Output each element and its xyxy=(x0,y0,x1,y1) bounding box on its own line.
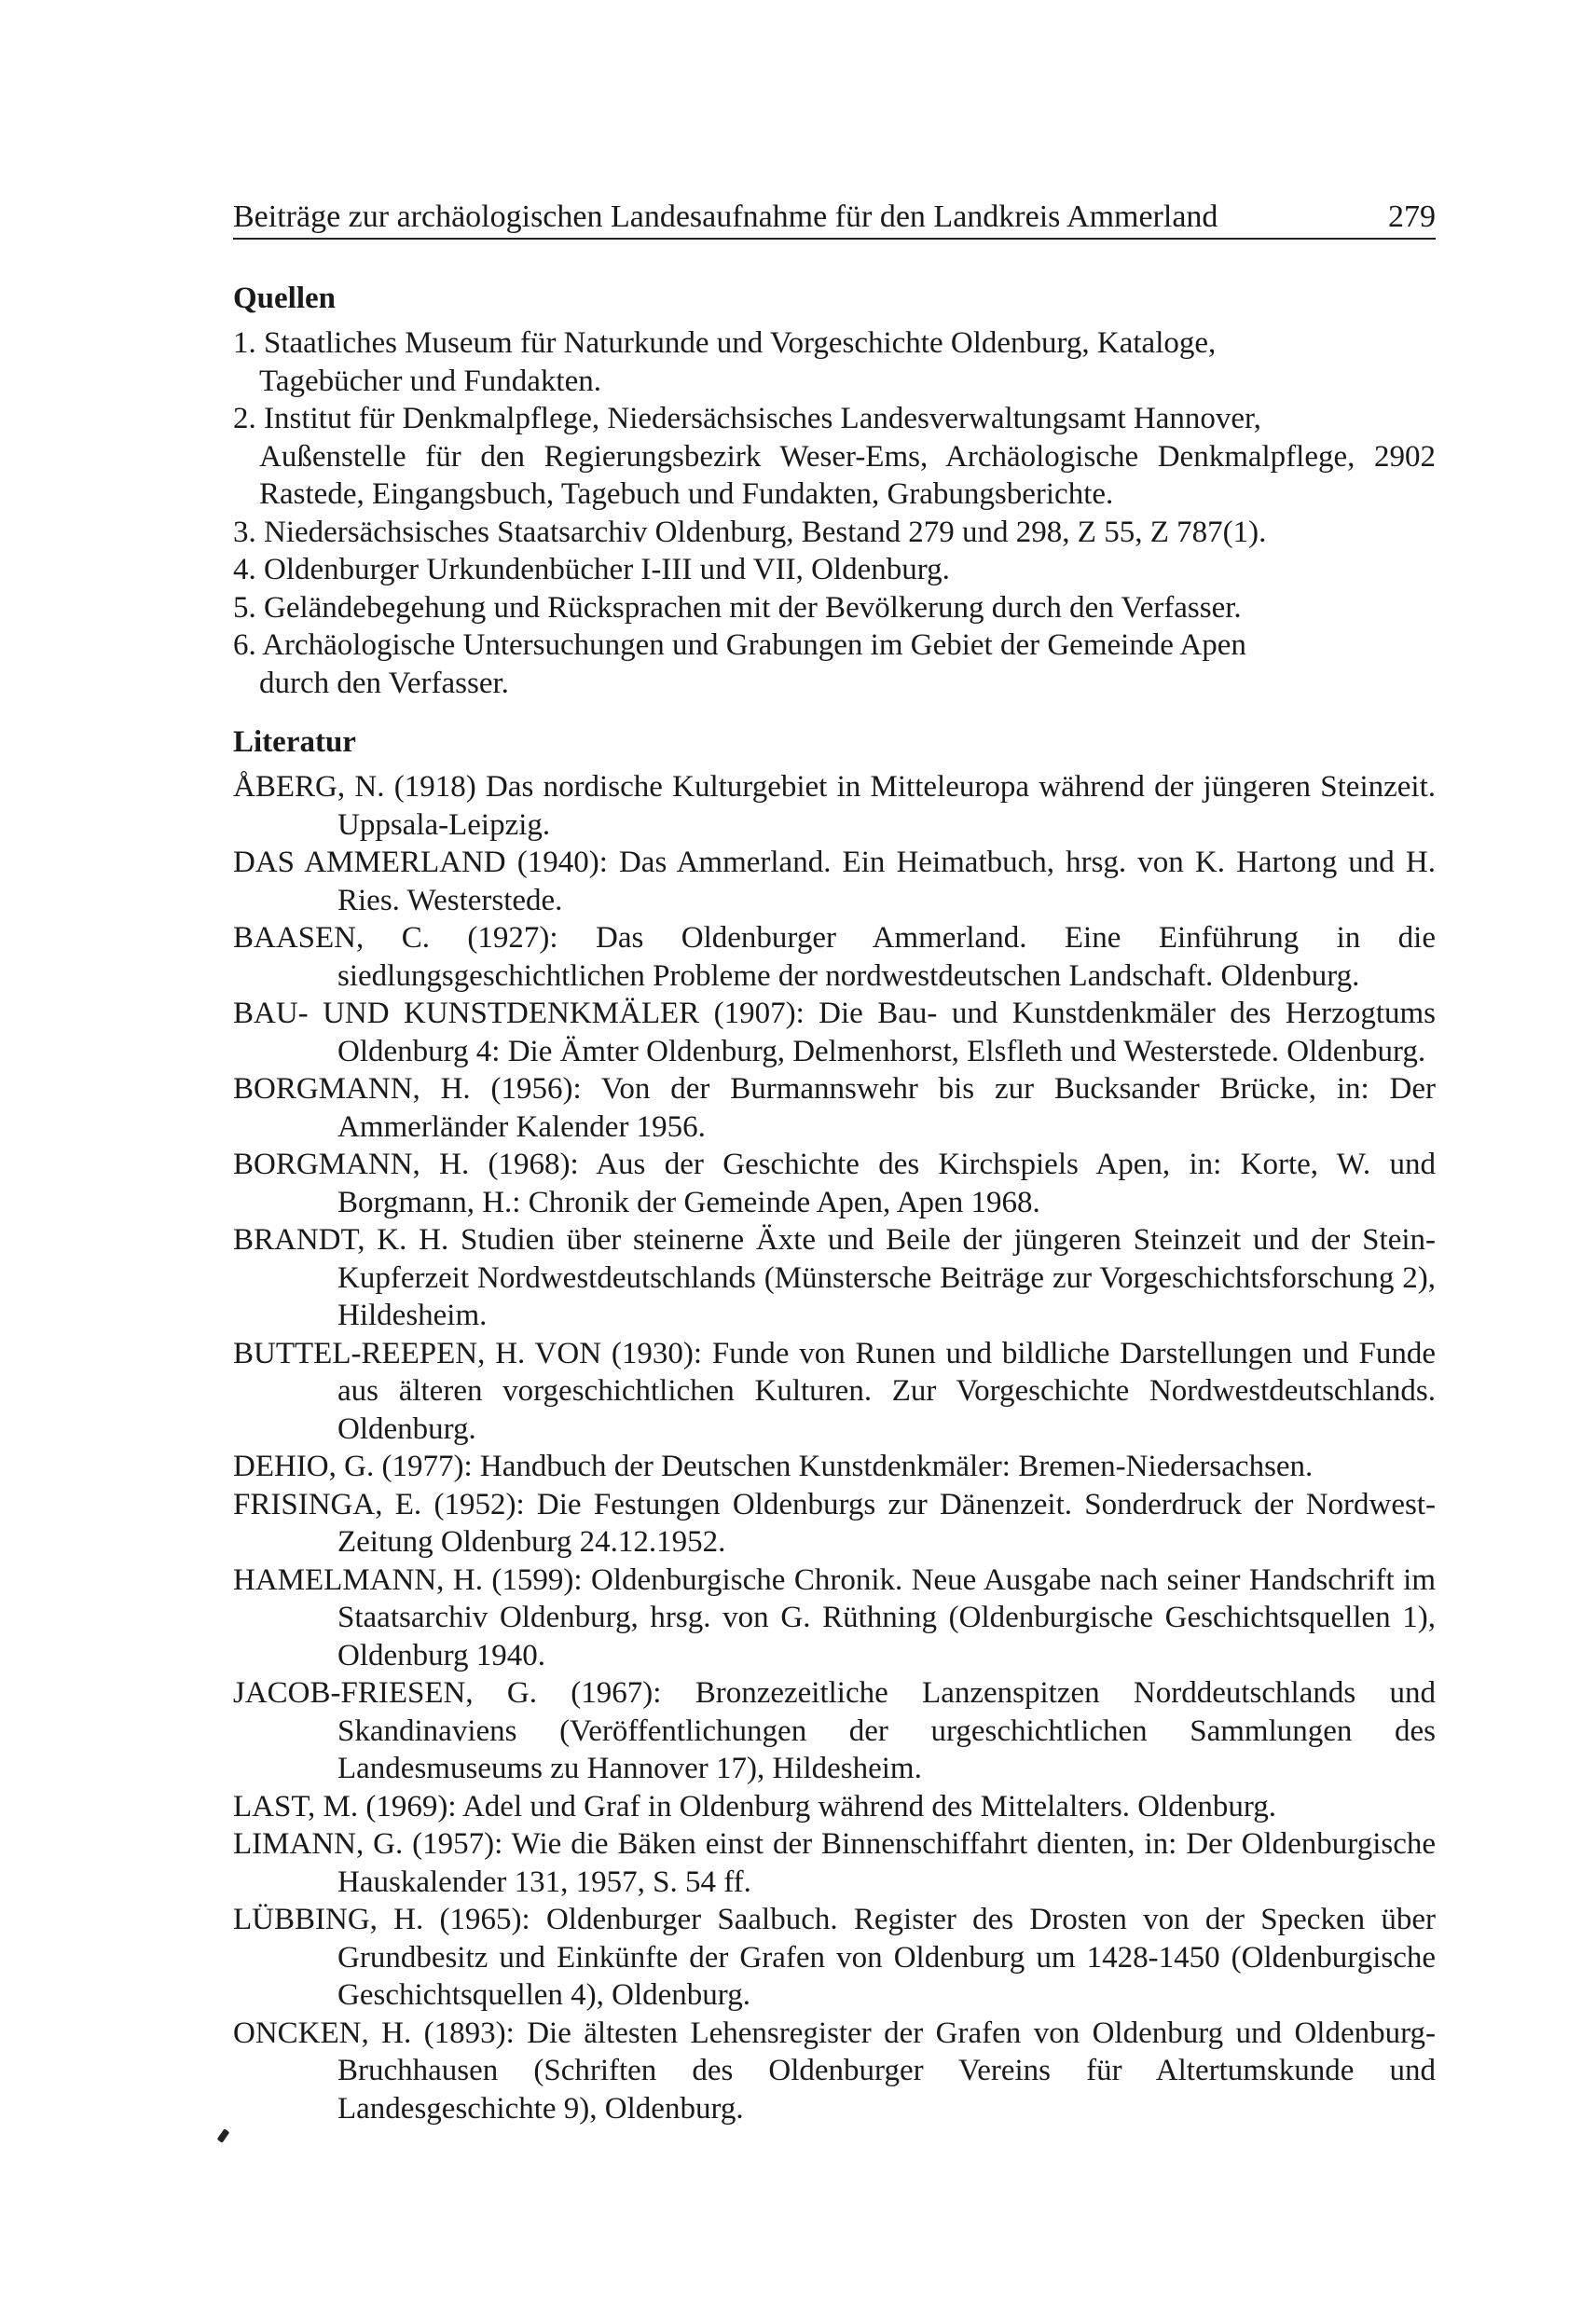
source-text-first: Institut für Denkmalpflege, Niedersächsisches Landesverwaltungsamt Hannover, xyxy=(264,402,1261,435)
source-text-rest: durch den Verfasser. xyxy=(259,666,509,700)
source-item xyxy=(233,626,1436,702)
literature-entry: LAST, M. (1969): Adel und Graf in Oldenburg während des Mittelalters. Oldenburg. xyxy=(233,1789,1277,1823)
source-item xyxy=(233,324,1436,400)
literature-entry: BAASEN, C. (1927): Das Oldenburger Ammerland. Eine Einführung in die siedlungsgeschichtlichen Probleme der nordwestdeutschen Landschaft. Oldenburg. xyxy=(233,921,1436,993)
source-item xyxy=(233,551,1436,589)
source-item xyxy=(233,589,1436,627)
literature-entry: BORGMANN, H. (1968): Aus der Geschichte des Kirchspiels Apen, in: Korte, W. und Borgmann, H.: Chronik der Gemeinde Apen, Apen 1968. xyxy=(233,1148,1436,1219)
running-head xyxy=(233,193,1436,240)
source-number: 2. xyxy=(233,402,256,435)
literature-entry: BRANDT, K. H. Studien über steinerne Äxte und Beile der jüngeren Steinzeit und der Stein-Kupferzeit Nordwestdeutschlands (Münstersche Beiträge zur Vorgeschichtsforschung 2), Hildesheim. xyxy=(233,1223,1436,1332)
page-number: 279 xyxy=(1388,200,1436,234)
sources-heading: Quellen xyxy=(233,282,337,315)
literature-heading: Literatur xyxy=(233,725,356,759)
literature-entry: BORGMANN, H. (1956): Von der Burmannswehr bis zur Bucksander Brücke, in: Der Ammerländer Kalender 1956. xyxy=(233,1072,1436,1144)
source-text-first: Niedersächsisches Staatsarchiv Oldenburg, Bestand 279 und 298, Z 55, Z 787(1). xyxy=(264,515,1267,549)
literature-entry: LÜBBING, H. (1965): Oldenburger Saalbuch. Register des Drosten von der Specken über Grundbesitz und Einkünfte der Grafen von Oldenburg um 1428-1450 (Oldenburgische Geschichtsquellen 4), Oldenburg. xyxy=(233,1903,1436,2012)
source-number: 1. xyxy=(233,326,256,360)
source-text-rest: Tagebücher und Fundakten. xyxy=(259,364,601,398)
literature-entry: JACOB-FRIESEN, G. (1967): Bronzezeitliche Lanzenspitzen Norddeutschlands und Skandinaviens (Veröffentlichungen der urgeschichtlichen Sammlungen des Landesmuseums zu Hannover 17), Hildesheim. xyxy=(233,1676,1436,1785)
source-text-first: Archäologische Untersuchungen und Grabungen im Gebiet der Gemeinde Apen xyxy=(262,628,1246,662)
ink-mark xyxy=(217,2128,230,2142)
source-number: 5. xyxy=(233,590,256,625)
source-number: 6. xyxy=(233,628,256,662)
source-text-first: Oldenburger Urkundenbücher I-III und VII, Oldenburg. xyxy=(264,553,950,586)
literature-entry: LIMANN, G. (1957): Wie die Bäken einst der Binnenschiffahrt dienten, in: Der Oldenburgische Hauskalender 131, 1957, S. 54 ff. xyxy=(233,1827,1436,1899)
running-head-title: Beiträge zur archäologischen Landesaufnahme für den Landkreis Ammerland xyxy=(233,200,1218,234)
sources-list xyxy=(233,324,1436,702)
source-number: 3. xyxy=(233,515,256,549)
source-number: 4. xyxy=(233,553,256,586)
literature-entry: DAS AMMERLAND (1940): Das Ammerland. Ein Heimatbuch, hrsg. von K. Hartong und H. Ries. Westerstede. xyxy=(233,846,1436,917)
literature-entry: BUTTEL-REEPEN, H. VON (1930): Funde von Runen und bildliche Darstellungen und Funde aus älteren vorgeschichtlichen Kulturen. Zur Vorgeschichte Nordwestdeutschlands. Oldenburg. xyxy=(233,1336,1436,1446)
source-item xyxy=(233,514,1436,552)
source-text-first: Geländebegehung und Rücksprachen mit der Bevölkerung durch den Verfasser. xyxy=(264,590,1242,625)
literature-entry: FRISINGA, E. (1952): Die Festungen Oldenburgs zur Dänenzeit. Sonderdruck der Nordwest-Zeitung Oldenburg 24.12.1952. xyxy=(233,1487,1436,1559)
source-item xyxy=(233,400,1436,514)
source-text-rest: Außenstelle für den Regierungsbezirk Weser-Ems, Archäologische Denkmalpflege, 2902 Rastede, Eingangsbuch, Tagebuch und Fundakten, Grabungsberichte. xyxy=(259,439,1436,511)
literature-list xyxy=(233,768,1436,2127)
literature-entry: HAMELMANN, H. (1599): Oldenburgische Chronik. Neue Ausgabe nach seiner Handschrift im Staatsarchiv Oldenburg, hrsg. von G. Rüthning (Oldenburgische Geschichtsquellen 1), Oldenburg 1940. xyxy=(233,1562,1436,1672)
literature-entry: DEHIO, G. (1977): Handbuch der Deutschen Kunstdenkmäler: Bremen-Niedersachsen. xyxy=(233,1450,1314,1483)
source-text-first: Staatliches Museum für Naturkunde und Vorgeschichte Oldenburg, Kataloge, xyxy=(264,326,1217,360)
literature-entry: BAU- UND KUNSTDENKMÄLER (1907): Die Bau- und Kunstdenkmäler des Herzogtums Oldenburg 4: Die Ämter Oldenburg, Delmenhorst, Elsfleth und Westerstede. Oldenburg. xyxy=(233,997,1436,1068)
literature-entry: ÅBERG, N. (1918) Das nordische Kulturgebiet in Mitteleuropa während der jüngeren Steinzeit. Uppsala-Leipzig. xyxy=(233,770,1436,842)
literature-entry: ONCKEN, H. (1893): Die ältesten Lehensregister der Grafen von Oldenburg und Oldenburg-Bruchhausen (Schriften des Oldenburger Vereins für Altertumskunde und Landesgeschichte 9), Oldenburg. xyxy=(233,2016,1436,2126)
